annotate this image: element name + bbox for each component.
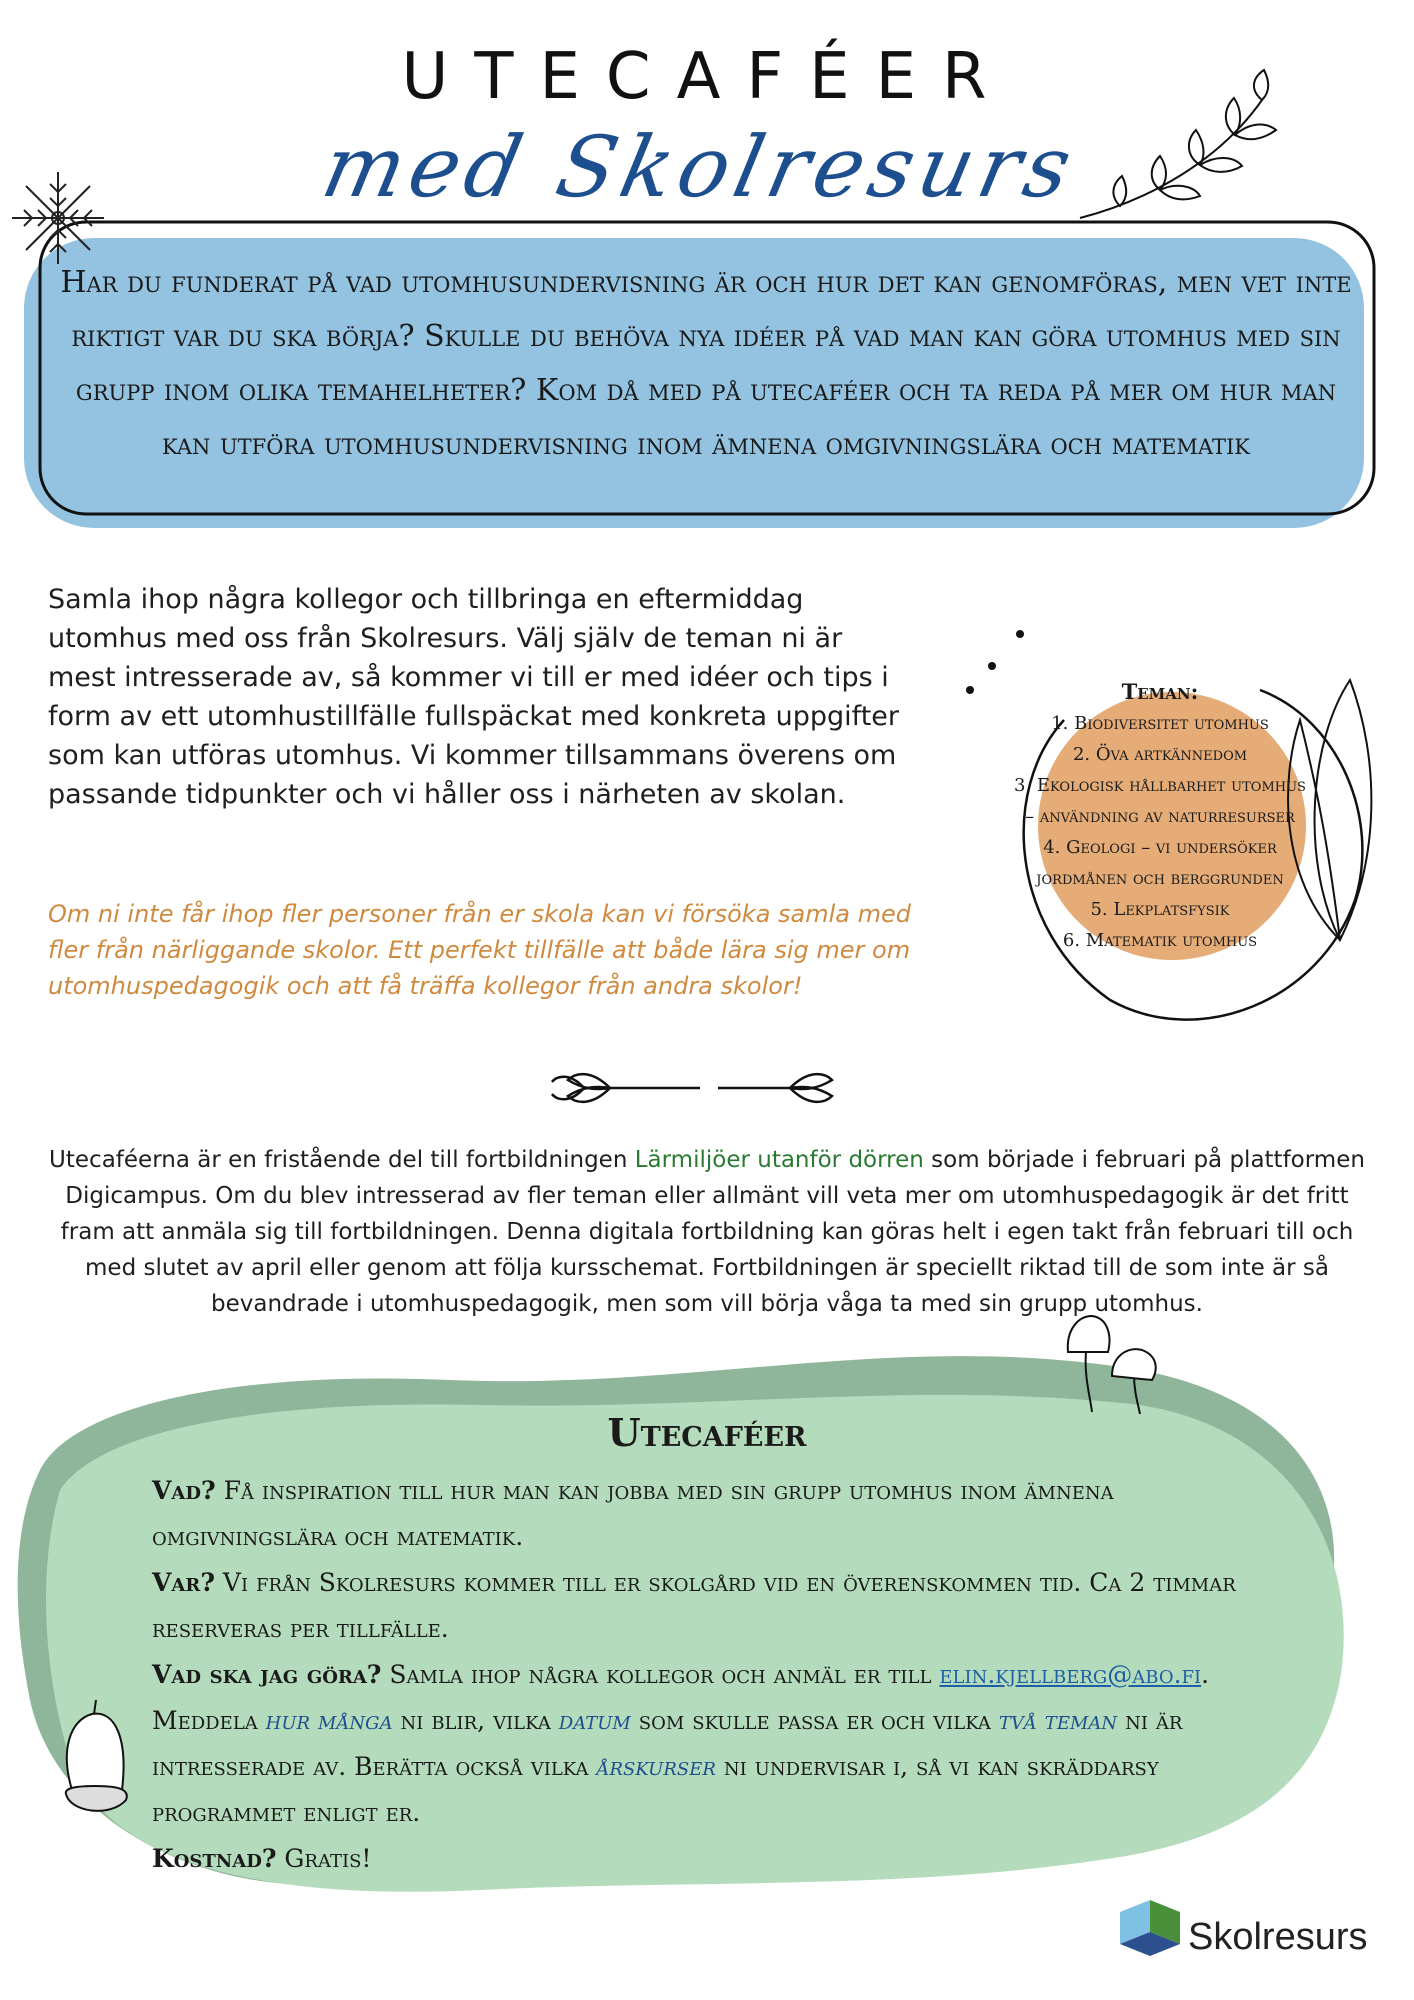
label-what: Vad?	[152, 1476, 216, 1505]
emphasis-date: datum	[558, 1706, 631, 1735]
label-where: Var?	[152, 1568, 215, 1597]
theme-item: jordmånen och berggrunden	[1036, 868, 1284, 889]
answer-todo-part: ni undervisar i, så vi kan skräddarsy programmet enligt er.	[152, 1752, 1159, 1827]
arrow-divider-icon	[552, 1074, 832, 1102]
answer-todo-part: som skulle passa er och vilka	[630, 1706, 999, 1735]
email-link[interactable]: elin.kjellberg@abo.fi	[939, 1660, 1202, 1689]
logo-text: Skolresurs	[1188, 1916, 1368, 1958]
italic-paragraph: Om ni inte får ihop fler personer från er skola kan vi försöka samla med fler från närliggande skolor. Ett perfekt tillfälle att både lära sig mer om utomhuspedagogik och att få träffa kollegor från andra skolor!	[48, 900, 912, 1000]
page-subtitle: med Skolresurs	[314, 118, 1086, 216]
theme-item: 3. Ekologisk hållbarhet utomhus	[1014, 775, 1306, 796]
skolresurs-logo-icon	[1120, 1900, 1180, 1956]
info-block	[152, 1468, 1302, 1882]
answer-todo-part: ni är intresserade av. Berätta också vilka	[152, 1706, 1183, 1781]
dot-1	[966, 686, 974, 694]
answer-what: Få inspiration till hur man kan jobba med sin grupp utomhus inom ämnena omgivningslära och matematik.	[152, 1476, 1114, 1551]
dot-3	[1016, 630, 1024, 638]
theme-item: 4. Geologi – vi undersöker	[1043, 837, 1277, 858]
about-paragraph	[40, 1142, 1374, 1322]
label-cost: Kostnad?	[152, 1844, 277, 1873]
themes-title: Teman:	[1121, 679, 1199, 704]
body-paragraph: Samla ihop några kollegor och tillbringa en eftermiddag utomhus med oss från Skolresurs. Välj själv de teman ni är mest intresserade av, så kommer vi till er med idéer och tips i form av ett utomhustillfälle fullspäckat med konkreta uppgifter som kan utföras utomhus. Vi kommer tillsammans överens om passande tidpunkter och vi håller oss i närheten av skolan.	[48, 584, 900, 810]
intro-text: Har du funderat på vad utomhusundervisning är och hur det kan genomföras, men vet inte riktigt var du ska börja? Skulle du behöva nya idéer på vad man kan göra utomhus med sin grupp inom olika temahelheter? Kom då med på utecaféer och ta reda på mer om hur man kan utföra utomhusundervisning inom ämnena omgivningslära och matematik	[60, 265, 1352, 462]
answer-todo-part: . Meddela	[152, 1660, 1210, 1735]
answer-todo-part: ni blir, vilka	[392, 1706, 559, 1735]
course-name: Lärmiljöer utanför dörren	[634, 1147, 924, 1173]
info-box-heading: Utecaféer	[607, 1410, 807, 1455]
emphasis-grades: årskurser	[596, 1752, 716, 1781]
label-todo: Vad ska jag göra?	[152, 1660, 382, 1689]
theme-item: 6. Matematik utomhus	[1062, 930, 1258, 951]
emphasis-two-themes: två teman	[998, 1706, 1118, 1735]
answer-todo: Samla ihop några kollegor och anmäl er till	[381, 1660, 940, 1689]
about-text-before: Utecaféerna är en fristående del till fortbildningen	[49, 1147, 635, 1173]
answer-cost: Gratis!	[276, 1844, 372, 1873]
theme-item: – användning av naturresurser	[1025, 806, 1295, 827]
theme-item: 2. Öva artkännedom	[1072, 744, 1248, 765]
dot-2	[988, 662, 996, 670]
page-title: UTECAFÉER	[401, 40, 1013, 114]
emphasis-how-many: hur många	[265, 1706, 393, 1735]
theme-item: 1. Biodiversitet utomhus	[1051, 713, 1269, 734]
about-text-after: som började i februari på plattformen Digicampus. Om du blev intresserad av fler teman eller allmänt vill veta mer om utomhuspedagogik är det fritt fram att anmäla sig till fortbildningen. Denna digitala fortbildning kan göras helt i egen takt från februari till och med slutet av april eller genom att följa kursschemat. Fortbildningen är speciellt riktad till de som inte är så bevandrade i utomhuspedagogik, men som vill börja våga ta med sin grupp utomhus.	[60, 1147, 1365, 1317]
themes-list	[975, 676, 1345, 956]
theme-item: 5. Lekplatsfysik	[1090, 899, 1230, 920]
answer-where: Vi från Skolresurs kommer till er skolgård vid en överenskommen tid. Ca 2 timmar reserveras per tillfälle.	[152, 1568, 1236, 1643]
